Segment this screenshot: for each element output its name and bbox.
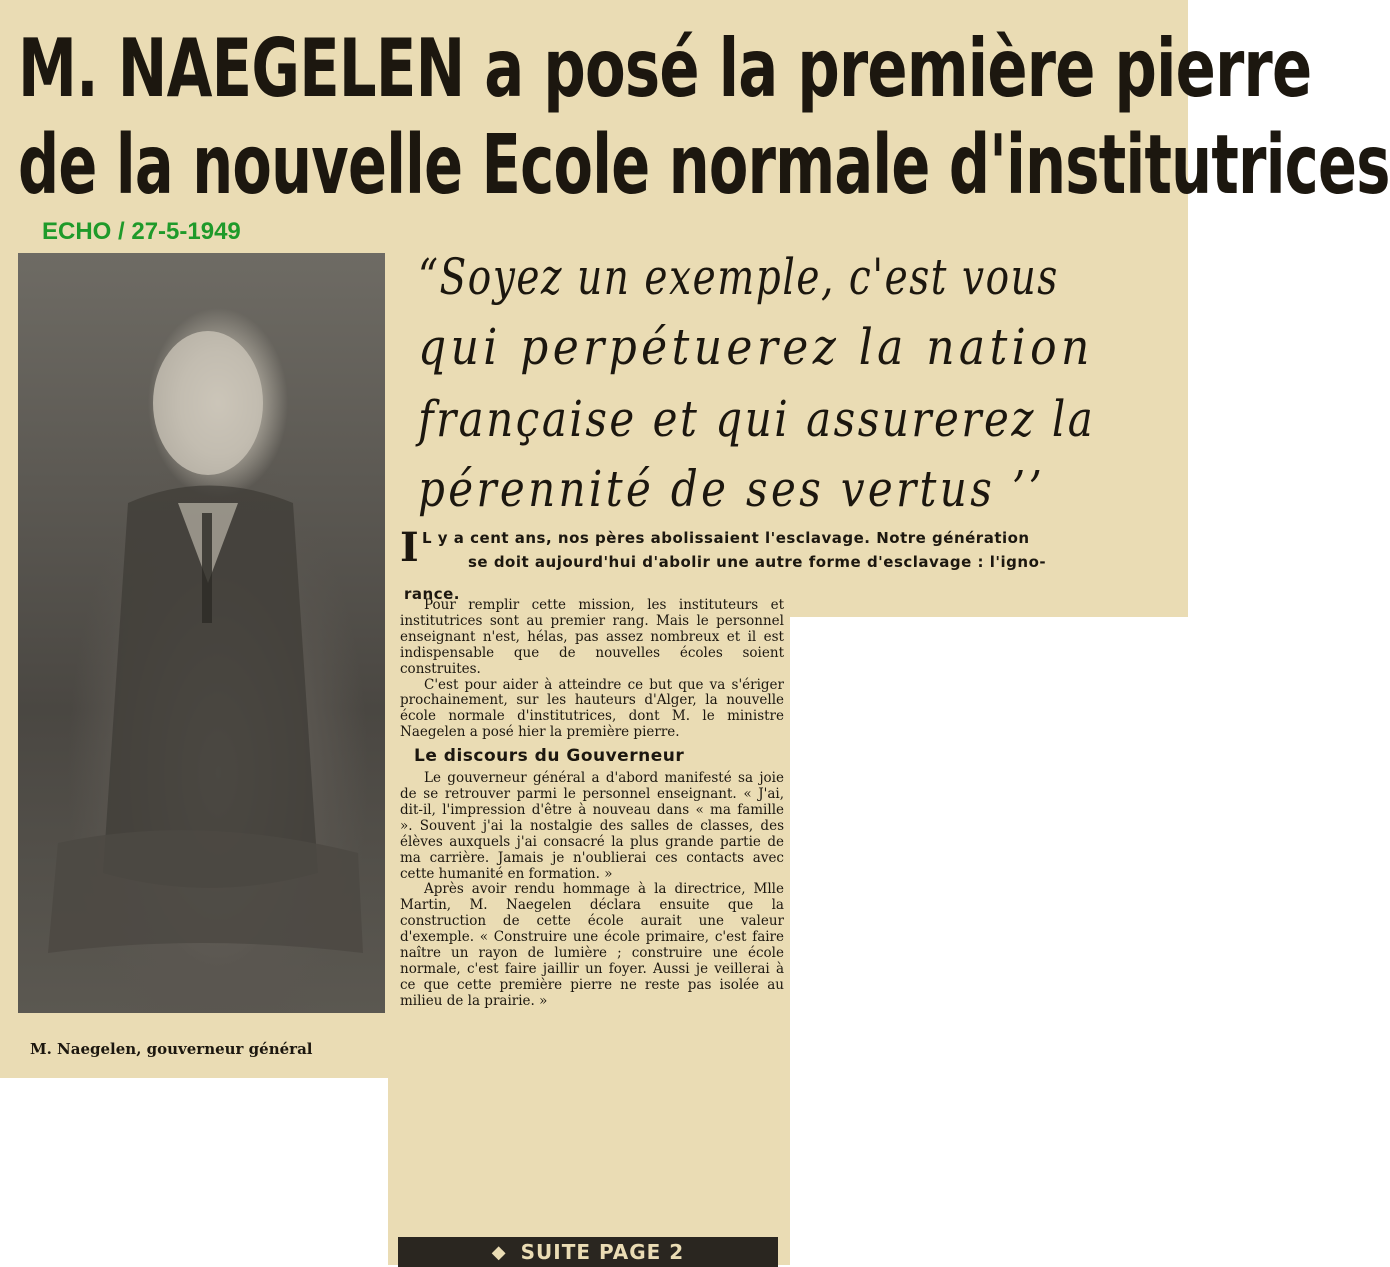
headline-line-1: M. NAEGELEN a posé la première pierre <box>18 22 1312 115</box>
lead-line-3: rance. <box>404 585 460 603</box>
quote-line-2: qui perpétuerez la nation <box>418 318 1094 376</box>
lead-line-2: se doit aujourd'hui d'abolir une autre forme d'esclavage : l'igno- <box>468 553 1047 571</box>
continuation-label: SUITE PAGE 2 <box>520 1240 685 1264</box>
headline-line-2: de la nouvelle Ecole normale d'institutrices <box>18 118 1390 213</box>
portrait-figure-icon <box>18 253 385 1013</box>
article-body <box>400 598 784 1010</box>
lead-dropcap: I <box>400 524 420 571</box>
article-paragraph: C'est pour aider à atteindre ce but que va s'ériger prochainement, sur les hauteurs d'Alger, la nouvelle école normale d'institutrices, dont M. le ministre Naegelen a posé hier la première pierre. <box>400 676 784 741</box>
quote-line-3: française et qui assurerez la <box>418 390 1096 448</box>
article-paragraph: Pour remplir cette mission, les instituteurs et institutrices sont au premier rang. Mais le personnel enseignant n'est, hélas, pas assez nombreux et il est indispensable que de nouvelles écoles soient construites. <box>400 597 784 677</box>
lead-line-1: L y a cent ans, nos pères abolissaient l'esclavage. Notre génération <box>422 529 1030 547</box>
diamond-icon: ◆ <box>491 1241 507 1263</box>
photo-caption: M. Naegelen, gouverneur général <box>30 1040 313 1058</box>
article-subheading: Le discours du Gouverneur <box>414 746 685 767</box>
quote-line-1: “Soyez un exemple, c'est vous <box>418 248 1059 306</box>
quote-line-4: pérennité de ses vertus ’’ <box>418 460 1046 518</box>
article-paragraph: Après avoir rendu hommage à la directrice, Mlle Martin, M. Naegelen déclara ensuite que la construction de cette école aurait une valeur d'exemple. « Construire une école primaire, c'est faire naître un rayon de lumière ; construire une école normale, c'est faire jaillir un foyer. Aussi je veillerai à ce que cette première pierre ne reste pas isolée au milieu de la prairie. » <box>400 881 784 1009</box>
article-paragraph: Le gouverneur général a d'abord manifesté sa joie de se retrouver parmi le personnel enseignant. « J'ai, dit-il, l'impression d'être à nouveau dans « ma famille ». Souvent j'ai la nostalgie des salles de classes, des élèves auxquels j'ai consacré la plus grande partie de ma carrière. Jamais je n'oublierai ces contacts avec cette humanité en formation. » <box>400 770 784 882</box>
portrait-photo <box>18 253 385 1013</box>
source-label: ECHO / 27-5-1949 <box>42 218 241 245</box>
continuation-banner <box>398 1237 778 1267</box>
